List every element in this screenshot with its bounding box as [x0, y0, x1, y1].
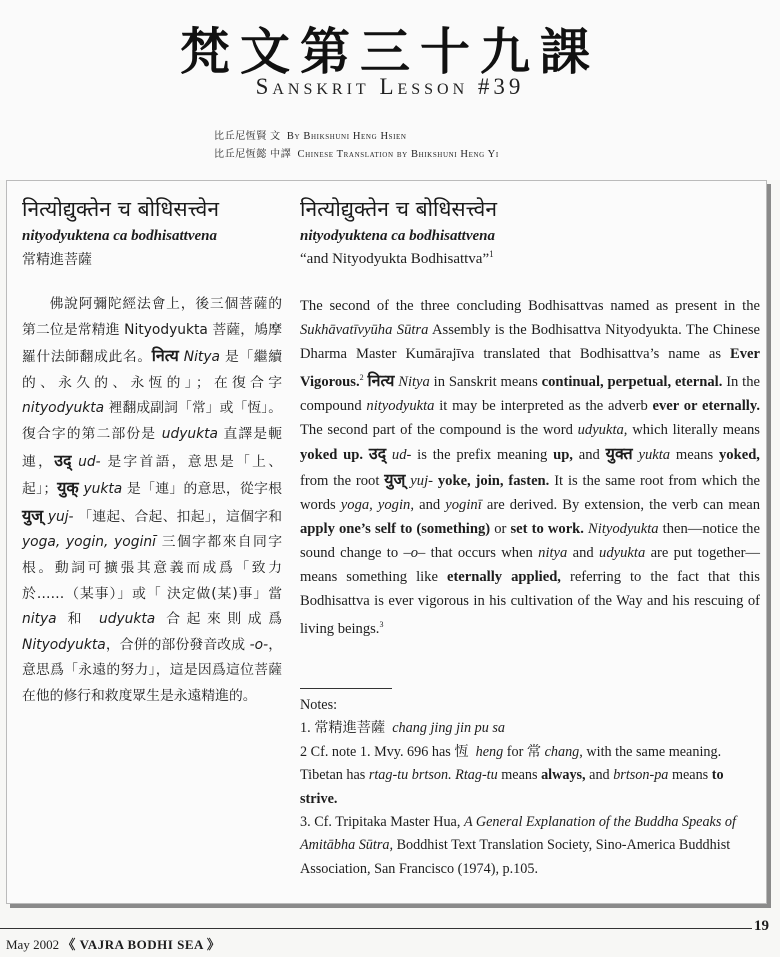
note-3: 3. Cf. Tripitaka Master Hua, A General Explanation of the Buddha Speaks of Amitābha Sūtra, Boddhist Text Translation Society, Sino-America Buddhist Association, San Francisco (1974), p.105. [300, 814, 736, 877]
right-devanagari-heading: नित्योद्युक्तेन च बोधिसत्त्वेन [300, 197, 498, 221]
left-chinese-gloss: 常精進菩薩 [22, 252, 92, 268]
right-transliteration: nityodyuktena ca bodhisattvena [300, 228, 495, 244]
footer-publication: May 2002 《 VAJRA BODHI SEA 》 [6, 937, 221, 952]
left-transliteration: nityodyuktena ca bodhisattvena [22, 228, 217, 244]
note-2: 2 Cf. note 1. Mvy. 696 has 恆 heng for 常 chang, with the same meaning. Tibetan has rtag-tu brtson. Rtag-tu means always, and brtson-pa means to strive. [300, 743, 724, 807]
right-column-header [300, 192, 760, 268]
chinese-lesson-title: 梵文第三十九課 [180, 23, 600, 81]
notes-divider [300, 688, 392, 689]
left-column-header [22, 192, 284, 269]
english-body-paragraph: The second of the three concluding Bodhisattvas named as present in the Sukhāvatīvyūha Sūtra Assembly is the Bodhisattva Nityodyukta. The Chinese Dharma Master Kumārajīva translated that Bodhisattva’s name as Ever Vigorous.$^2$ नित्य Nitya in Sanskrit means continual, perpetual, eternal. In the compound nityodyukta it may be interpreted as the adverb ever or eternally. The second part of the compound is the word udyukta, which literally means yoked up. उद् ud- is the prefix meaning up, and युक्त yukta means yoked, from the root युज् yuj- yoke, join, fasten. It is the same root from which the words yoga, yogin, and yoginī are derived. By extension, the verb can mean apply one’s self to (something) or set to work. Nityodyukta then—notice the sound change to –o– that occurs when nitya and udyukta are put together—means something like eternally applied, referring to the fact that this Bodhisattva is ever vigorous in his cultivation of the Way and his rescuing of living beings.$^3$ [300, 298, 761, 637]
notes-section [300, 694, 760, 881]
translator-credit: 比丘尼恆懿 中譯 Chinese Translation by Bhikshuni Heng Yi [214, 149, 499, 160]
page-number: 19 [754, 918, 769, 934]
author-credit: 比丘尼恆賢 文 By Bhikshuni Heng Hsien [214, 131, 407, 142]
left-devanagari-heading: नित्योद्युक्तेन च बोधिसत्त्वेन [22, 197, 220, 221]
notes-heading: Notes: [300, 697, 338, 713]
footer-divider [0, 928, 752, 929]
note-1: 1. 常精進菩薩 chang jing jin pu sa [300, 720, 505, 737]
english-lesson-title: Sanskrit Lesson #39 [255, 74, 525, 99]
right-english-gloss: “and Nityodyukta Bodhisattva”$^1$ [300, 249, 494, 267]
chinese-body-paragraph: 佛說阿彌陀經法會上，後三個菩薩的第二位是常精進 Nityodyukta 菩薩，鳩摩羅什法師翻成此名。नित्य Nitya 是「繼續的、永久的、永恆的」；在復合字 nityodyukta 裡翻成副詞「常」或「恆」。復合字的第二部份是 udyukta 直譯是軛連，उद् ud- 是字首語，意思是「上、起」；युक् yukta 是「連」的意思，從字根 युज् yuj- 「連起、合起、扣起」，這個字和 yoga, yogin, yoginī 三個字都來自同字根。動詞可擴張其意義而成爲「致力於……（某事）」或「 決定做(某)事」當 nitya 和 udyukta 合起來則成爲 Nityodyukta，合併的部份發音改成 -o-，意思爲「永遠的努力」，這是因爲這位菩薩在他的修行和救度眾生是永遠精進的。 [22, 296, 283, 704]
